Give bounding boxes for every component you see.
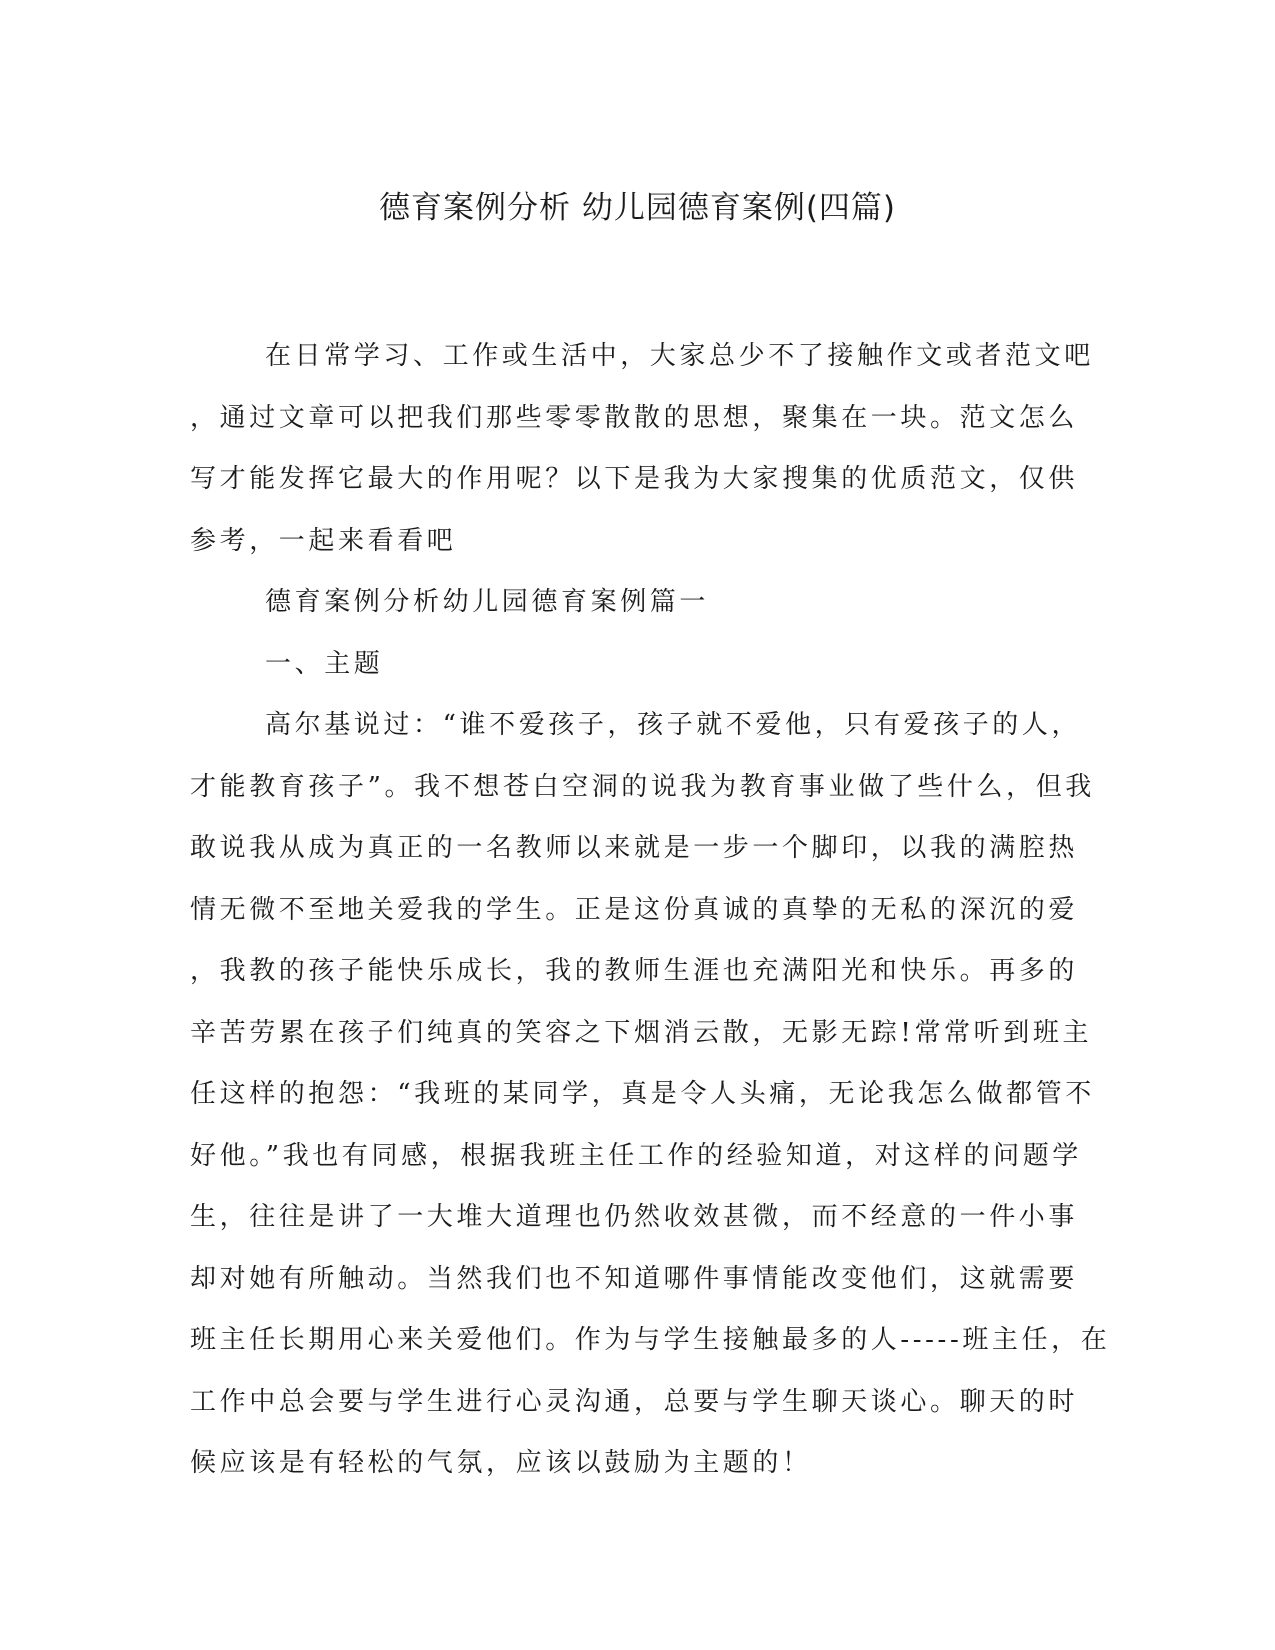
body-line: 班主任长期用心来关爱他们。作为与学生接触最多的人-----班主任，在 xyxy=(190,1325,1111,1355)
body-line: 任这样的抱怨：“我班的某同学，真是令人头痛，无论我怎么做都管不 xyxy=(190,1079,1095,1109)
body-line: 工作中总会要与学生进行心灵沟通，总要与学生聊天谈心。聊天的时 xyxy=(190,1386,1079,1417)
body-line: 高尔基说过：“谁不爱孩子，孩子就不爱他，只有爱孩子的人， xyxy=(265,710,1082,740)
body-line: ，我教的孩子能快乐成长，我的教师生涯也充满阳光和快乐。再多的 xyxy=(190,956,1079,986)
body-line: 候应该是有轻松的气氛，应该以鼓励为主题的！ xyxy=(190,1448,812,1478)
body-line: 却对她有所触动。当然我们也不知道哪件事情能改变他们，这就需要 xyxy=(190,1263,1079,1294)
intro-line: 参考，一起来看看吧 xyxy=(190,525,457,556)
body-line: 生，往往是讲了一大堆大道理也仍然收效甚微，而不经意的一件小事 xyxy=(190,1202,1079,1232)
document-body xyxy=(190,326,1111,1495)
body-line: 敢说我从成为真正的一名教师以来就是一步一个脚印，以我的满腔热 xyxy=(190,833,1079,863)
subheading: 一、主题 xyxy=(265,648,384,679)
document-title: 德育案例分析 幼儿园德育案例(四篇) xyxy=(378,190,897,226)
intro-line: ，通过文章可以把我们那些零零散散的思想，聚集在一块。范文怎么 xyxy=(190,402,1079,433)
section-heading: 德育案例分析幼儿园德育案例篇一 xyxy=(265,587,710,617)
body-line: 好他。”我也有同感，根据我班主任工作的经验知道，对这样的问题学 xyxy=(190,1140,1082,1171)
intro-line: 写才能发挥它最大的作用呢？以下是我为大家搜集的优质范文，仅供 xyxy=(190,464,1079,494)
intro-line: 在日常学习、工作或生活中，大家总少不了接触作文或者范文吧 xyxy=(265,341,1094,371)
body-line: 辛苦劳累在孩子们纯真的笑容之下烟消云散，无影无踪!常常听到班主 xyxy=(190,1017,1093,1048)
body-line: 情无微不至地关爱我的学生。正是这份真诚的真挚的无私的深沉的爱 xyxy=(190,894,1079,925)
body-line: 才能教育孩子”。我不想苍白空洞的说我为教育事业做了些什么，但我 xyxy=(190,771,1095,802)
